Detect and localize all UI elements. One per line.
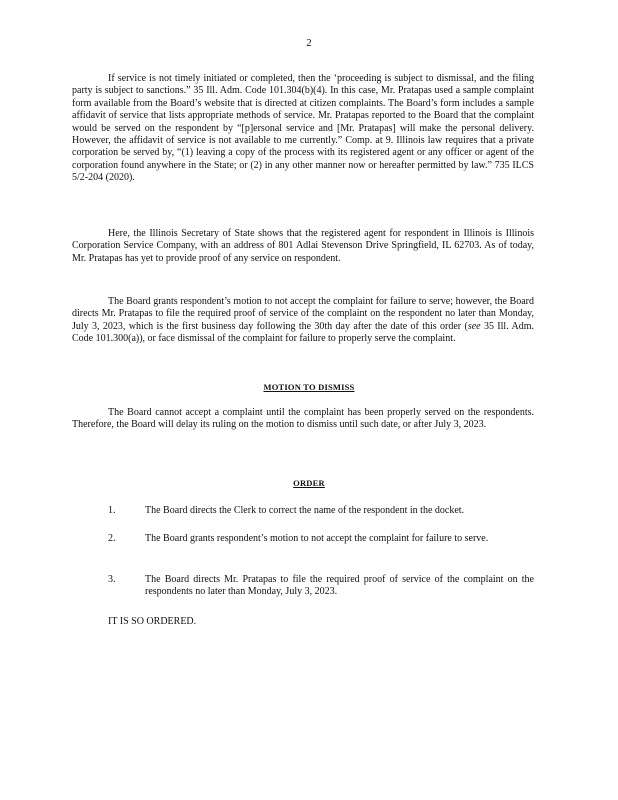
paragraph-text: The Board cannot accept a complaint until the complaint has been properly served on the respondents. Therefore, the Board will delay its ruling on the motion to dismiss until such date, or after July 3, 2023. [72, 407, 534, 431]
closing-statement: IT IS SO ORDERED. [108, 616, 197, 627]
order-item-text: The Board directs the Clerk to correct the name of the respondent in the docket. [145, 505, 465, 516]
paragraph-motion-to-dismiss [72, 407, 534, 432]
order-item-number: 2. [108, 533, 116, 544]
paragraph-text [72, 296, 534, 346]
order-item [108, 505, 534, 517]
order-item [108, 533, 534, 545]
order-item-text: The Board grants respondent’s motion to not accept the complaint for failure to serve. [145, 533, 489, 544]
order-item-number: 1. [108, 505, 116, 516]
paragraph-text-before: The Board grants respondent’s motion to not accept the complaint for failure to serve; however, the Board directs Mr. Pratapas to file the required proof of service of the complaint on the respondent no later than Monday, July 3, 2023, which is the first business day following the 30th day after the date of this order ( [72, 296, 534, 332]
order-item-number: 3. [108, 574, 116, 585]
order-item-text: The Board directs Mr. Pratapas to file the required proof of service of the complaint on the respondents no later than Monday, July 3, 2023. [145, 574, 534, 598]
paragraph-registered-agent [72, 228, 534, 265]
paragraph-service-rules [72, 73, 534, 185]
paragraph-text: If service is not timely initiated or completed, then the ‘proceeding is subject to dismissal, and the filing party is subject to sanctions.” 35 Ill. Adm. Code 101.304(b)(4). In this case, Mr. Pratapas used a sample complaint form available from the Board’s website that is directed at citizen complaints. The Board’s form includes a sample affidavit of service that lists appropriate methods of service. Mr. Pratapas reported to the Board that the complaint would be served on the respondent by “[p]ersonal service and [Mr. Pratapas] will make the personal delivery. However, the affidavit of service is not available to me currently.” Comp. at 9. Illinois law requires that a private corporation be served by, “(1) leaving a copy of the process with its registered agent or any officer or agent of the corporation found anywhere in the State; or (2) in any other manner now or hereafter permitted by law.” 735 ILCS 5/2-204 (2020). [72, 73, 534, 184]
citation-signal-see: see [467, 320, 481, 332]
heading-order: ORDER [293, 478, 325, 488]
paragraph-board-grants [72, 296, 534, 346]
heading-motion-to-dismiss: MOTION TO DISMISS [263, 382, 355, 392]
paragraph-text-after: 35 Ill. Adm. Code 101.300(a)), or face dismissal of the complaint for failure to properly serve the complaint. [72, 320, 534, 345]
paragraph-text: Here, the Illinois Secretary of State shows that the registered agent for respondent in Illinois is Illinois Corporation Service Company, with an address of 801 Adlai Stevenson Drive Springfield, IL 62703. As of today, Mr. Pratapas has yet to provide proof of any service on respondent. [72, 228, 534, 264]
page-number: 2 [306, 37, 312, 49]
order-item [108, 574, 534, 599]
